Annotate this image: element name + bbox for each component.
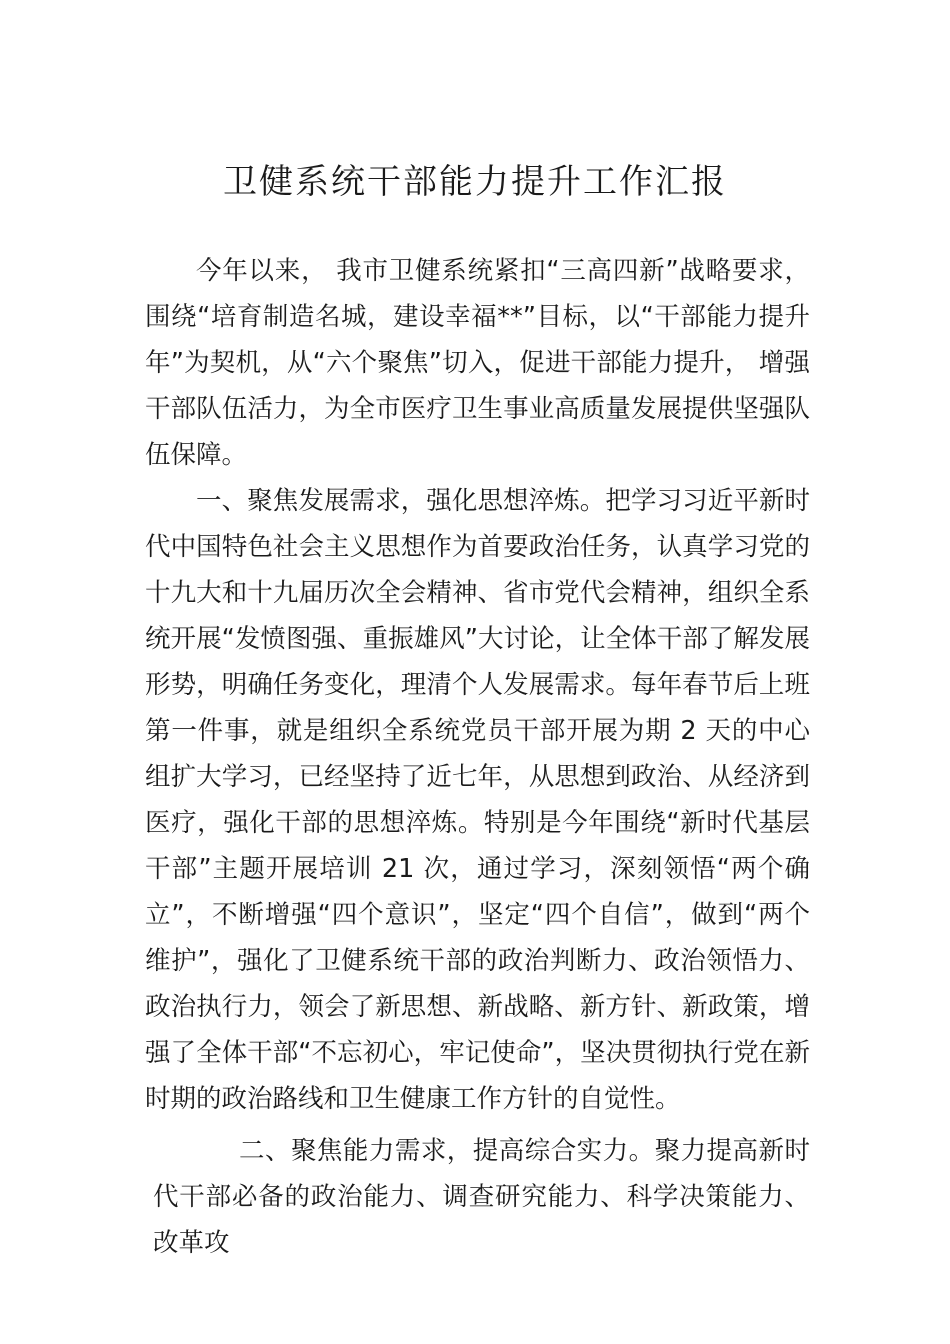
document-title: 卫健系统干部能力提升工作汇报 [223,162,727,202]
paragraph-section-two: 二、聚焦能力需求，提高综合实力。聚力提高新时代干部必备的政治能力、调查研究能力、科学决策能力、改革攻 [153,1136,810,1258]
paragraph-section-one: 一、聚焦发展需求，强化思想淬炼。把学习习近平新时代中国特色社会主义思想作为首要政治任务，认真学习党的十九大和十九届历次全会精神、省市党代会精神，组织全系统开展“发愤图强、重振雄风”大讨论，让全体干部了解发展形势，明确任务变化，理清个人发展需求。每年春节后上班第一件事，就是组织全系统党员干部开展为期 2 天的中心组扩大学习，已经坚持了近七年，从思想到政治、从经济到医疗，强化干部的思想淬炼。特别是今年围绕“新时代基层干部”主题开展培训 21 次，通过学习，深刻领悟“两个确立”，不断增强“四个意识”，坚定“四个自信”，做到“两个维护”，强化了卫健系统干部的政治判断力、政治领悟力、政治执行力，领会了新思想、新战略、新方针、新政策，增强了全体干部“不忘初心，牢记使命”，坚决贯彻执行党在新时期的政治路线和卫生健康工作方针的自觉性。 [145,486,810,1114]
document-body [145,248,810,1266]
paragraph-intro: 今年以来， 我市卫健系统紧扣“三高四新”战略要求， 围绕“培育制造名城，建设幸福**”目标，以“干部能力提升年”为契机，从“六个聚焦”切入，促进干部能力提升， 增强干部队伍活力，为全市医疗卫生事业高质量发展提供坚强队伍保障。 [145,256,810,470]
